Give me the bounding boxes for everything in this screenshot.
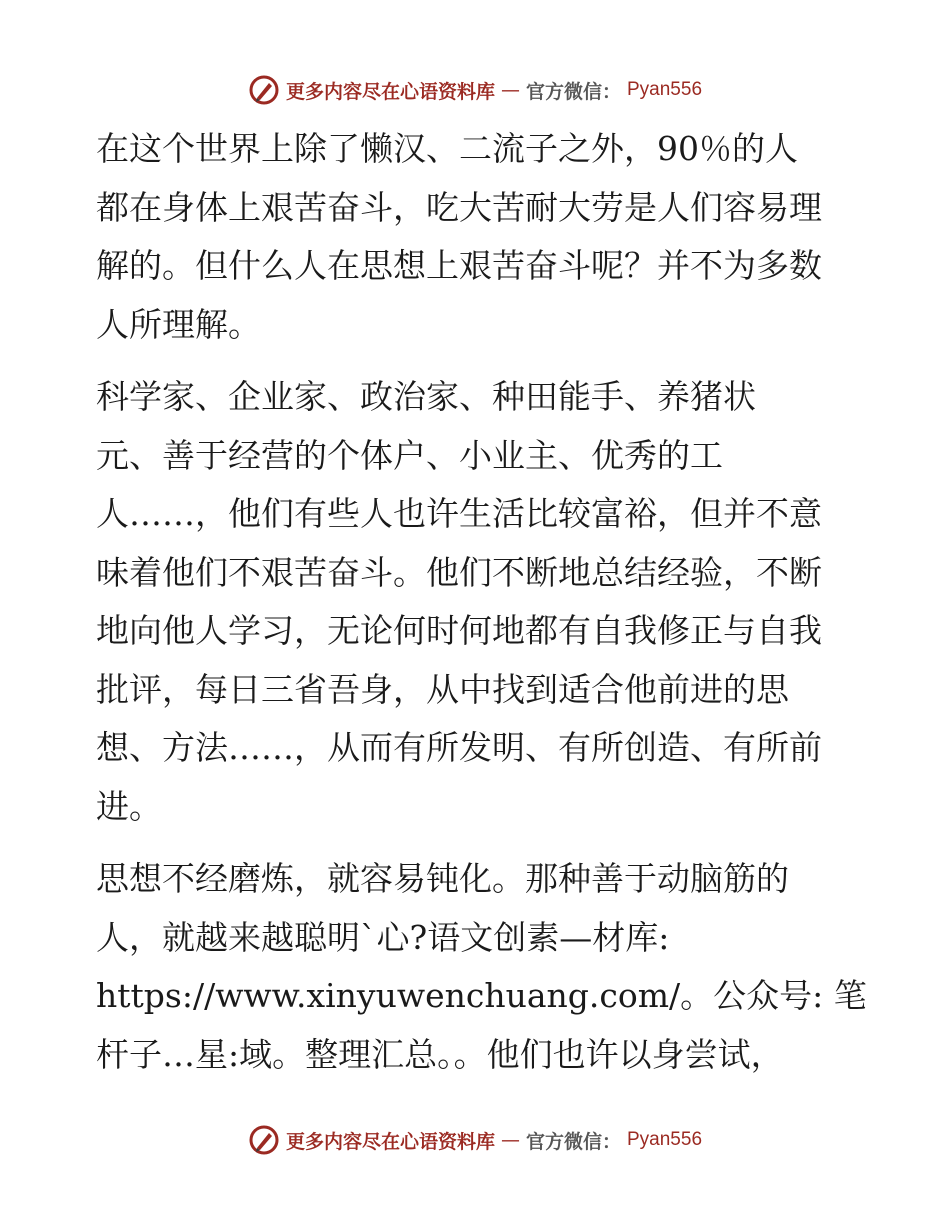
text-line: 进。 [96,786,162,826]
pen-logo-icon [248,74,280,106]
text-line: 想、方法……，从而有所发明、有所创造、有所前 [96,728,822,767]
text-line: 人所理解。 [96,304,261,344]
paragraph [96,120,856,354]
banner-wechat-id: Pyan556 [627,1129,703,1150]
banner-official-label: 官方微信： [525,1130,621,1153]
banner-dash: — [500,79,520,101]
banner-official-label: 官方微信： [525,80,621,103]
text-line: 思想不经磨炼，就容易钝化。那种善于动脑筋的 [96,859,789,898]
paragraph [96,850,867,1084]
text-line: 元、善于经营的个体户、小业主、优秀的工 [96,435,723,475]
header-banner [0,70,950,110]
banner-wechat-id: Pyan556 [627,79,703,100]
text-line: 在这个世界上除了懒汉、二流子之外，90％的人 [96,129,798,168]
pen-logo-icon [248,1124,280,1156]
text-line: 地向他人学习，无论何时何地都有自我修正与自我 [96,611,822,650]
paragraph [96,368,856,836]
text-line: 味着他们不艰苦奋斗。他们不断地总结经验，不断 [96,552,822,592]
text-line: 批评，每日三省吾身，从中找到适合他前进的思 [96,669,789,709]
text-line: 杆子…星:域。整理汇总。。他们也许以身尝试， [96,1034,784,1074]
text-line: https://www.xinyuwenchuang.com/。公众号: 笔 [96,976,867,1015]
text-line: 科学家、企业家、政治家、种田能手、养猪状 [96,377,756,416]
banner-title: 更多内容尽在心语资料库 [285,1130,495,1153]
banner-dash: — [500,1129,520,1151]
banner-title: 更多内容尽在心语资料库 [285,80,495,103]
document-body [96,120,867,1098]
text-line: 都在身体上艰苦奋斗，吃大苦耐大劳是人们容易理 [96,187,822,227]
footer-banner [0,1120,950,1160]
text-line: 解的。但什么人在思想上艰苦奋斗呢？并不为多数 [96,246,822,285]
text-line: 人……，他们有些人也许生活比较富裕，但并不意 [96,494,822,533]
text-line: 人，就越来越聪明`心?语文创素—材库: [96,917,670,957]
